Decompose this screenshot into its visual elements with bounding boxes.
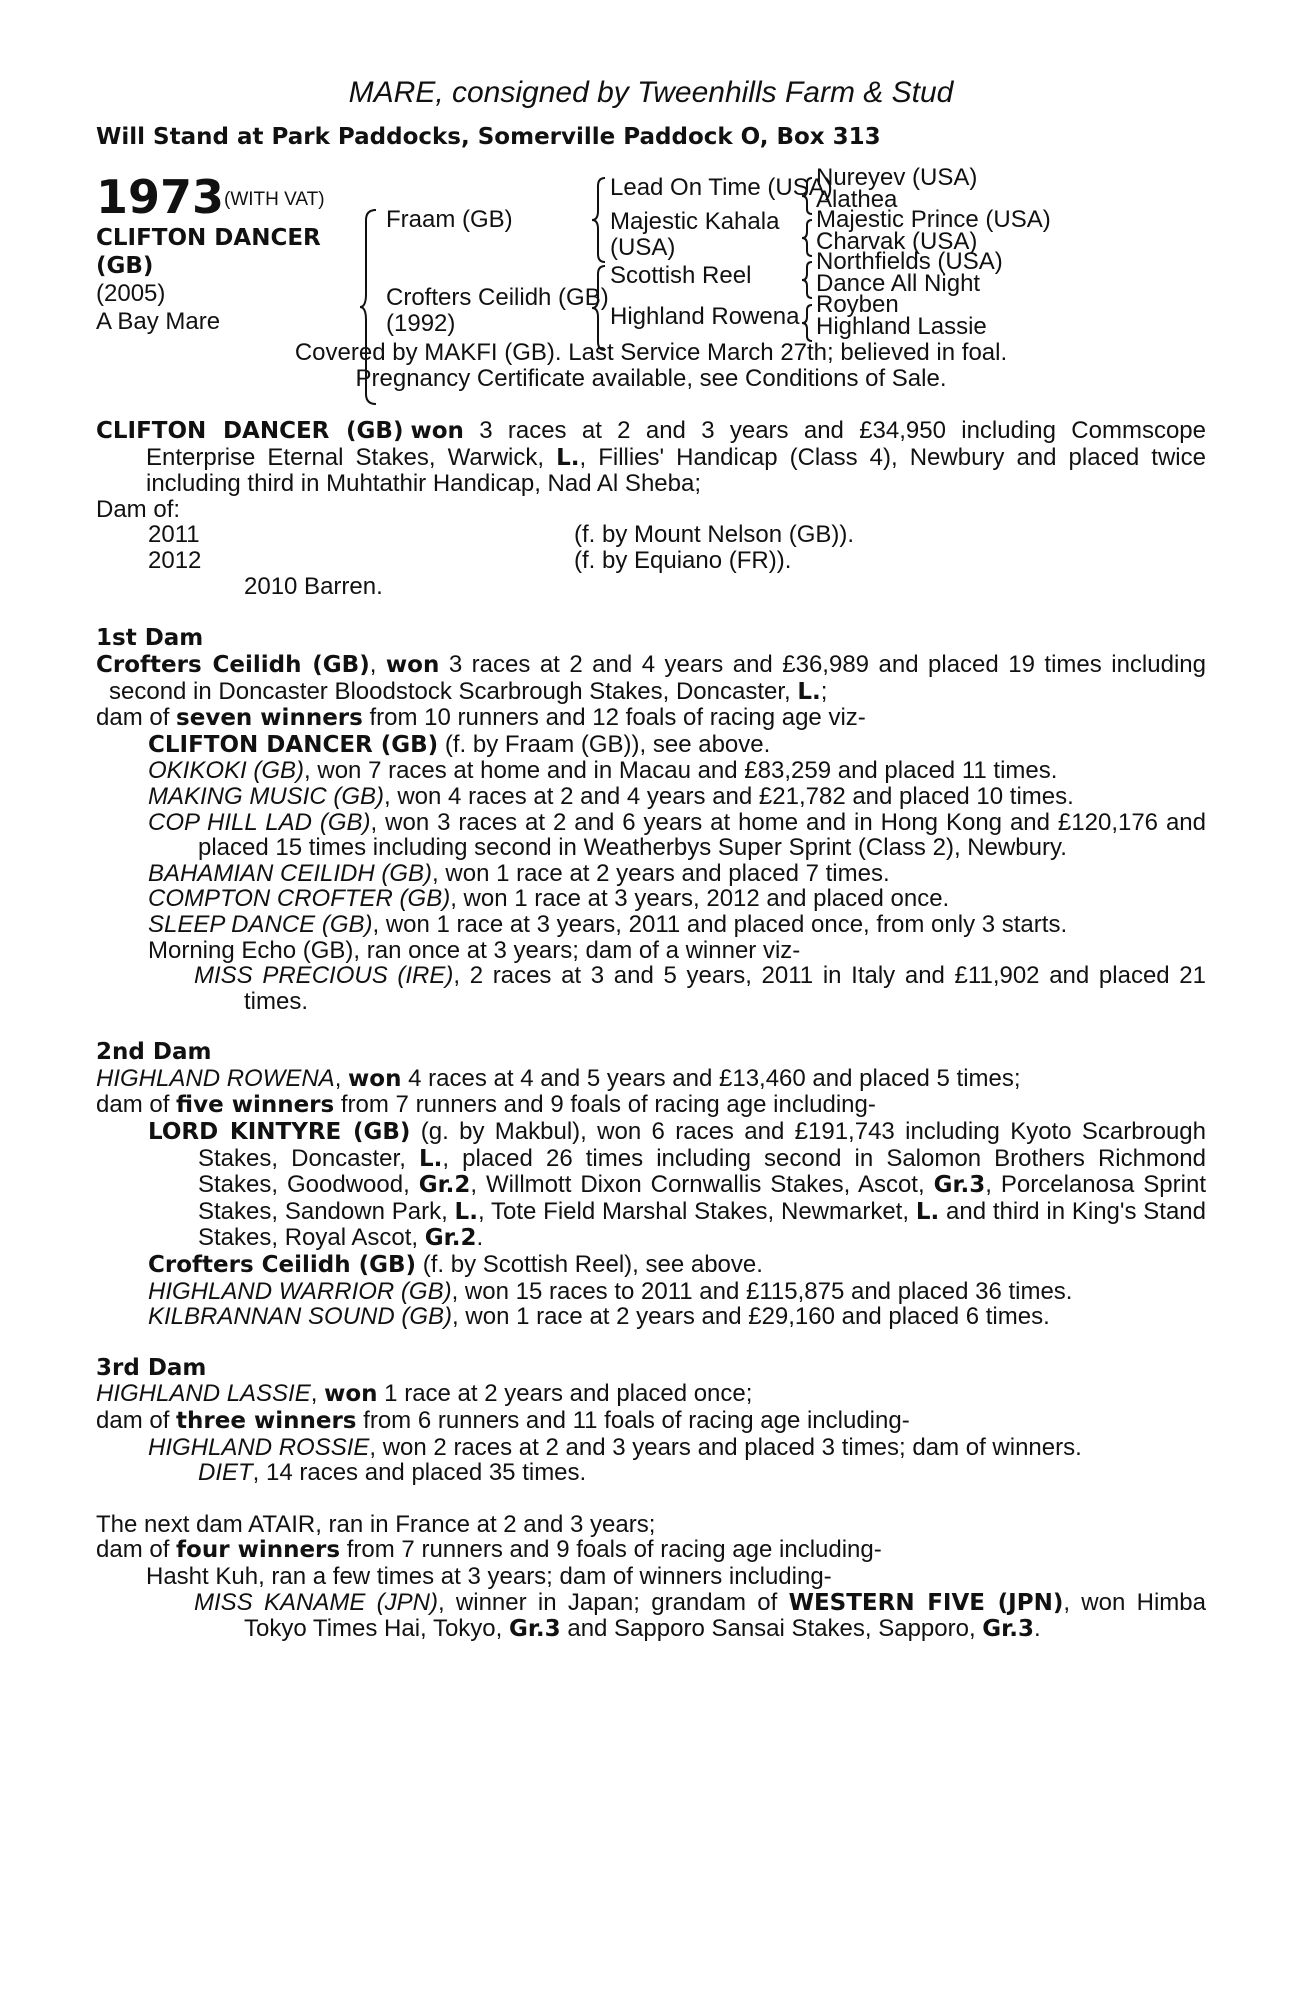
produce-entry bbox=[96, 1119, 1206, 1252]
produce-name: MISS PRECIOUS (IRE) bbox=[194, 962, 454, 990]
produce-text: , won 4 races at 2 and 4 years and £21,782 and placed 10 times. bbox=[384, 782, 1074, 810]
race-grade: Gr.3 bbox=[508, 1616, 561, 1643]
pedigree-g8: Highland Lassie bbox=[816, 313, 987, 340]
produce-text: , won 15 races to 2011 and £115,875 and placed 36 times. bbox=[451, 1277, 1073, 1305]
produce-entry bbox=[96, 1435, 1206, 1461]
produce-text: , won 1 race at 3 years, 2012 and placed once. bbox=[450, 885, 950, 913]
dam-of-suffix: from 7 runners and 9 foals of racing age including- bbox=[334, 1091, 876, 1119]
dam-of-prefix: dam of bbox=[96, 1536, 177, 1564]
produce-entry bbox=[96, 1252, 1206, 1279]
second-dam-produce-summary bbox=[96, 1092, 1206, 1119]
dam-of-prefix: dam of bbox=[96, 1407, 177, 1434]
consignor-title: MARE, consigned by Tweenhills Farm & Stud bbox=[348, 76, 954, 109]
first-dam-produce-summary bbox=[96, 705, 1206, 732]
pedigree-sire-dam: Majestic Kahala bbox=[610, 208, 780, 235]
mare-won: won bbox=[410, 418, 464, 444]
horse-description: A Bay Mare bbox=[96, 308, 221, 335]
produce-entry bbox=[96, 1304, 1206, 1330]
produce-text: . bbox=[476, 1224, 484, 1252]
pedigree-bracket-g1 bbox=[803, 176, 813, 216]
produce-name: HIGHLAND WARRIOR (GB) bbox=[148, 1277, 452, 1305]
pedigree-sire: Fraam (GB) bbox=[386, 206, 513, 233]
produce-text: , Porcelanosa Sprint Stakes, Sandown Park, bbox=[198, 1171, 1206, 1225]
produce-name: DIET bbox=[198, 1459, 253, 1487]
second-dam-heading: 2nd Dam bbox=[96, 1039, 212, 1066]
produce-entry: Hasht Kuh, ran a few times at 3 years; dam of winners including- bbox=[146, 1562, 832, 1590]
pedigree-dam: Crofters Ceilidh (GB) bbox=[386, 284, 609, 311]
produce-entry bbox=[96, 810, 1206, 861]
first-dam-listed: L. bbox=[797, 678, 821, 705]
first-dam-heading: 1st Dam bbox=[96, 625, 204, 652]
first-dam-record: Crofters Ceilidh (GB), won 3 races at 2 and 4 years and £36,989 and placed 19 times including second in Doncaster Bloodstock Scarbrough Stakes, Doncaster, L.; bbox=[96, 650, 1206, 705]
produce-name: MISS KANAME (JPN) bbox=[194, 1588, 438, 1616]
pedigree-sire-sire: Lead On Time (USA) bbox=[610, 174, 833, 201]
pedigree-g7: Royben bbox=[816, 291, 899, 318]
mare-race-record bbox=[96, 418, 1206, 497]
pedigree-dam-sire: Scottish Reel bbox=[610, 262, 752, 289]
produce-text: and Sapporo Sansai Stakes, Sapporo, bbox=[560, 1615, 983, 1643]
catalogue-entry bbox=[96, 76, 1206, 1643]
produce-entry bbox=[96, 912, 1206, 938]
first-dam-text-a: 3 races at 2 and 4 years and £36,989 and placed 19 times including second in Doncaster Bloodstock Scarbrough Stakes, Doncaster, bbox=[109, 650, 1206, 705]
dam-of-suffix: from 7 runners and 9 foals of racing age including- bbox=[340, 1536, 882, 1564]
mare-record-text-a: 3 races at 2 and 3 years and £34,950 including Commscope Enterprise Eternal Stakes, Warwick, bbox=[146, 417, 1207, 471]
lot-number: 1973 bbox=[96, 170, 225, 224]
produce-name: COMPTON CROFTER (GB) bbox=[148, 885, 451, 913]
produce-row bbox=[96, 574, 1206, 600]
pedigree-bracket-g2 bbox=[803, 218, 813, 258]
produce-name: KILBRANNAN SOUND (GB) bbox=[148, 1303, 453, 1331]
produce-text: , won 1 race at 3 years, 2011 and placed once, from only 3 starts. bbox=[372, 910, 1068, 938]
horse-country: (GB) bbox=[96, 253, 154, 279]
pedigree-g6: Dance All Night bbox=[816, 270, 981, 297]
pedigree-bracket-g3 bbox=[803, 260, 813, 300]
race-grade: Gr.3 bbox=[982, 1616, 1034, 1643]
third-dam-heading: 3rd Dam bbox=[96, 1354, 207, 1381]
produce-row bbox=[96, 522, 1206, 548]
produce-name: BAHAMIAN CEILIDH (GB) bbox=[148, 859, 433, 887]
produce-text: , 2 races at 3 and 5 years, 2011 in Italy and £11,902 and placed 21 times. bbox=[244, 962, 1207, 1015]
covering-info: Covered by MAKFI (GB). Last Service March 27th; believed in foal. bbox=[294, 339, 1008, 366]
pedigree-dam-year: (1992) bbox=[386, 310, 456, 337]
produce-name: LORD KINTYRE (GB) bbox=[148, 1119, 411, 1146]
produce-name: Crofters Ceilidh (GB) bbox=[148, 1252, 417, 1279]
produce-entry bbox=[96, 1279, 1206, 1305]
third-dam-name: HIGHLAND LASSIE bbox=[96, 1380, 311, 1408]
produce-entry: Morning Echo (GB), ran once at 3 years; dam of a winner viz- bbox=[148, 936, 801, 964]
produce-text: . bbox=[1033, 1615, 1041, 1643]
first-dam-text-b: ; bbox=[820, 677, 828, 705]
pedigree-g3: Majestic Prince (USA) bbox=[816, 206, 1051, 233]
dam-of-prefix: dam of bbox=[96, 1091, 177, 1119]
pregnancy-certificate-note: Pregnancy Certificate available, see Conditions of Sale. bbox=[355, 365, 947, 392]
produce-text: , placed 26 times including second in Salomon Brothers Richmond Stakes, Goodwood, bbox=[198, 1144, 1206, 1199]
produce-entry bbox=[96, 732, 1206, 759]
third-dam-won: won bbox=[324, 1381, 378, 1408]
produce-name: HIGHLAND ROSSIE bbox=[148, 1433, 370, 1461]
produce-entry bbox=[96, 758, 1206, 784]
next-dam-record: The next dam ATAIR, ran in France at 2 and 3 years; bbox=[96, 1510, 656, 1538]
produce-text: , won 3 races at 2 and 6 years at home and in Hong Kong and £120,176 and placed 15 times including second in Weatherbys Super Sprint (Class 2), Newbury. bbox=[198, 808, 1207, 862]
pedigree-g4: Charvak (USA) bbox=[816, 228, 978, 255]
produce-year: 2012 bbox=[148, 547, 202, 575]
pedigree-g5: Northfields (USA) bbox=[816, 248, 1003, 275]
produce-note: (f. by Mount Nelson (GB)). bbox=[574, 521, 855, 549]
race-grade: L. bbox=[418, 1145, 443, 1172]
produce-text: , Willmott Dixon Cornwallis Stakes, Ascot, bbox=[470, 1171, 934, 1199]
second-dam-text: 4 races at 4 and 5 years and £13,460 and placed 5 times; bbox=[401, 1064, 1021, 1092]
produce-row bbox=[96, 548, 1206, 574]
horse-foaling-year: (2005) bbox=[96, 280, 166, 307]
vat-label: (WITH VAT) bbox=[224, 189, 325, 210]
produce-text: , 14 races and placed 35 times. bbox=[252, 1459, 587, 1487]
produce-text: (f. by Fraam (GB)), see above. bbox=[438, 730, 771, 758]
produce-text: , won 2 races at 2 and 3 years and placed 3 times; dam of winners. bbox=[369, 1433, 1082, 1461]
produce-text: and third in King's Stand Stakes, Royal Ascot, bbox=[198, 1197, 1206, 1252]
produce-name: CLIFTON DANCER (GB) bbox=[148, 731, 439, 758]
pedigree-bracket-sire bbox=[595, 176, 607, 264]
pedigree-sire-dam-country: (USA) bbox=[610, 234, 676, 261]
produce-entry bbox=[96, 963, 1206, 1014]
produce-text: , won Himba Tokyo Times Hai, Tokyo, bbox=[244, 1588, 1206, 1643]
second-dam-record: HIGHLAND ROWENA, won 4 races at 4 and 5 years and £13,460 and placed 5 times; bbox=[96, 1064, 1021, 1092]
produce-name: OKIKOKI (GB) bbox=[148, 757, 305, 785]
produce-entry bbox=[96, 1460, 1206, 1486]
produce-name: SLEEP DANCE (GB) bbox=[148, 910, 373, 938]
produce-text: (g. by Makbul), won 6 races and £191,743 including Kyoto Scarbrough Stakes, Doncaster, bbox=[198, 1118, 1206, 1172]
pedigree-bracket-dam bbox=[595, 264, 607, 352]
race-grade: L. bbox=[454, 1198, 478, 1225]
third-dam-record: HIGHLAND LASSIE, won 1 race at 2 years and placed once; bbox=[96, 1380, 753, 1408]
produce-text: , won 1 race at 2 years and placed 7 times. bbox=[432, 859, 890, 887]
produce-entry bbox=[96, 886, 1206, 912]
race-grade: L. bbox=[915, 1198, 940, 1225]
first-dam-winners: seven winners bbox=[176, 705, 363, 732]
pedigree-g1: Nureyev (USA) bbox=[816, 164, 978, 191]
produce-text: , Tote Field Marshal Stakes, Newmarket, bbox=[477, 1197, 916, 1225]
pedigree-dam-dam: Highland Rowena bbox=[610, 303, 800, 330]
pedigree-bracket-g4 bbox=[803, 303, 813, 343]
dam-of-label: Dam of: bbox=[96, 495, 181, 523]
dam-of-prefix: dam of bbox=[96, 704, 177, 732]
third-dam-text: 1 race at 2 years and placed once; bbox=[377, 1380, 753, 1408]
produce-year: 2011 bbox=[148, 521, 200, 549]
pedigree-g2: Alathea bbox=[816, 186, 898, 213]
horse-name: CLIFTON DANCER bbox=[96, 225, 321, 251]
third-dam-winners: three winners bbox=[176, 1408, 357, 1434]
second-dam-name: HIGHLAND ROWENA bbox=[96, 1064, 335, 1092]
grandprogeny-name: WESTERN FIVE (JPN) bbox=[788, 1589, 1064, 1616]
race-grade: Gr.3 bbox=[933, 1172, 986, 1199]
mare-name: CLIFTON DANCER (GB) bbox=[96, 418, 404, 444]
third-dam-produce-summary bbox=[96, 1408, 1206, 1435]
produce-text: (f. by Scottish Reel), see above. bbox=[416, 1251, 763, 1279]
produce-text: , winner in Japan; grandam of bbox=[437, 1588, 789, 1616]
produce-entry bbox=[96, 861, 1206, 887]
mare-listed: L. bbox=[556, 444, 580, 471]
pedigree-table bbox=[96, 164, 1206, 390]
dam-of-suffix: from 10 runners and 12 foals of racing age viz- bbox=[362, 704, 866, 732]
race-grade: Gr.2 bbox=[424, 1225, 477, 1252]
second-dam-winners: five winners bbox=[176, 1092, 335, 1119]
barren-note: 2010 Barren. bbox=[244, 573, 383, 601]
first-dam-won: won bbox=[385, 651, 440, 678]
next-dam-winners: four winners bbox=[176, 1537, 341, 1564]
race-grade: Gr.2 bbox=[418, 1172, 471, 1199]
next-dam-produce-summary bbox=[96, 1537, 1206, 1564]
produce-text: , won 7 races at home and in Macau and £83,259 and placed 11 times. bbox=[304, 757, 1058, 785]
pedigree-bracket-main bbox=[364, 208, 378, 406]
mare-record-text-b: , Fillies' Handicap (Class 4), Newbury and placed twice including third in Muhtathir Handicap, Nad Al Sheba; bbox=[146, 443, 1206, 498]
second-dam-won: won bbox=[348, 1065, 402, 1092]
produce-name: MAKING MUSIC (GB) bbox=[148, 782, 385, 810]
produce-entry bbox=[96, 1590, 1206, 1643]
produce-name: COP HILL LAD (GB) bbox=[148, 808, 371, 836]
stabling-location: Will Stand at Park Paddocks, Somerville Paddock O, Box 313 bbox=[96, 124, 881, 150]
produce-entry bbox=[96, 784, 1206, 810]
first-dam-name: Crofters Ceilidh (GB) bbox=[96, 651, 370, 678]
produce-text: , won 1 race at 2 years and £29,160 and placed 6 times. bbox=[452, 1303, 1050, 1331]
dam-of-suffix: from 6 runners and 11 foals of racing age including- bbox=[356, 1407, 910, 1434]
produce-note: (f. by Equiano (FR)). bbox=[574, 547, 792, 575]
